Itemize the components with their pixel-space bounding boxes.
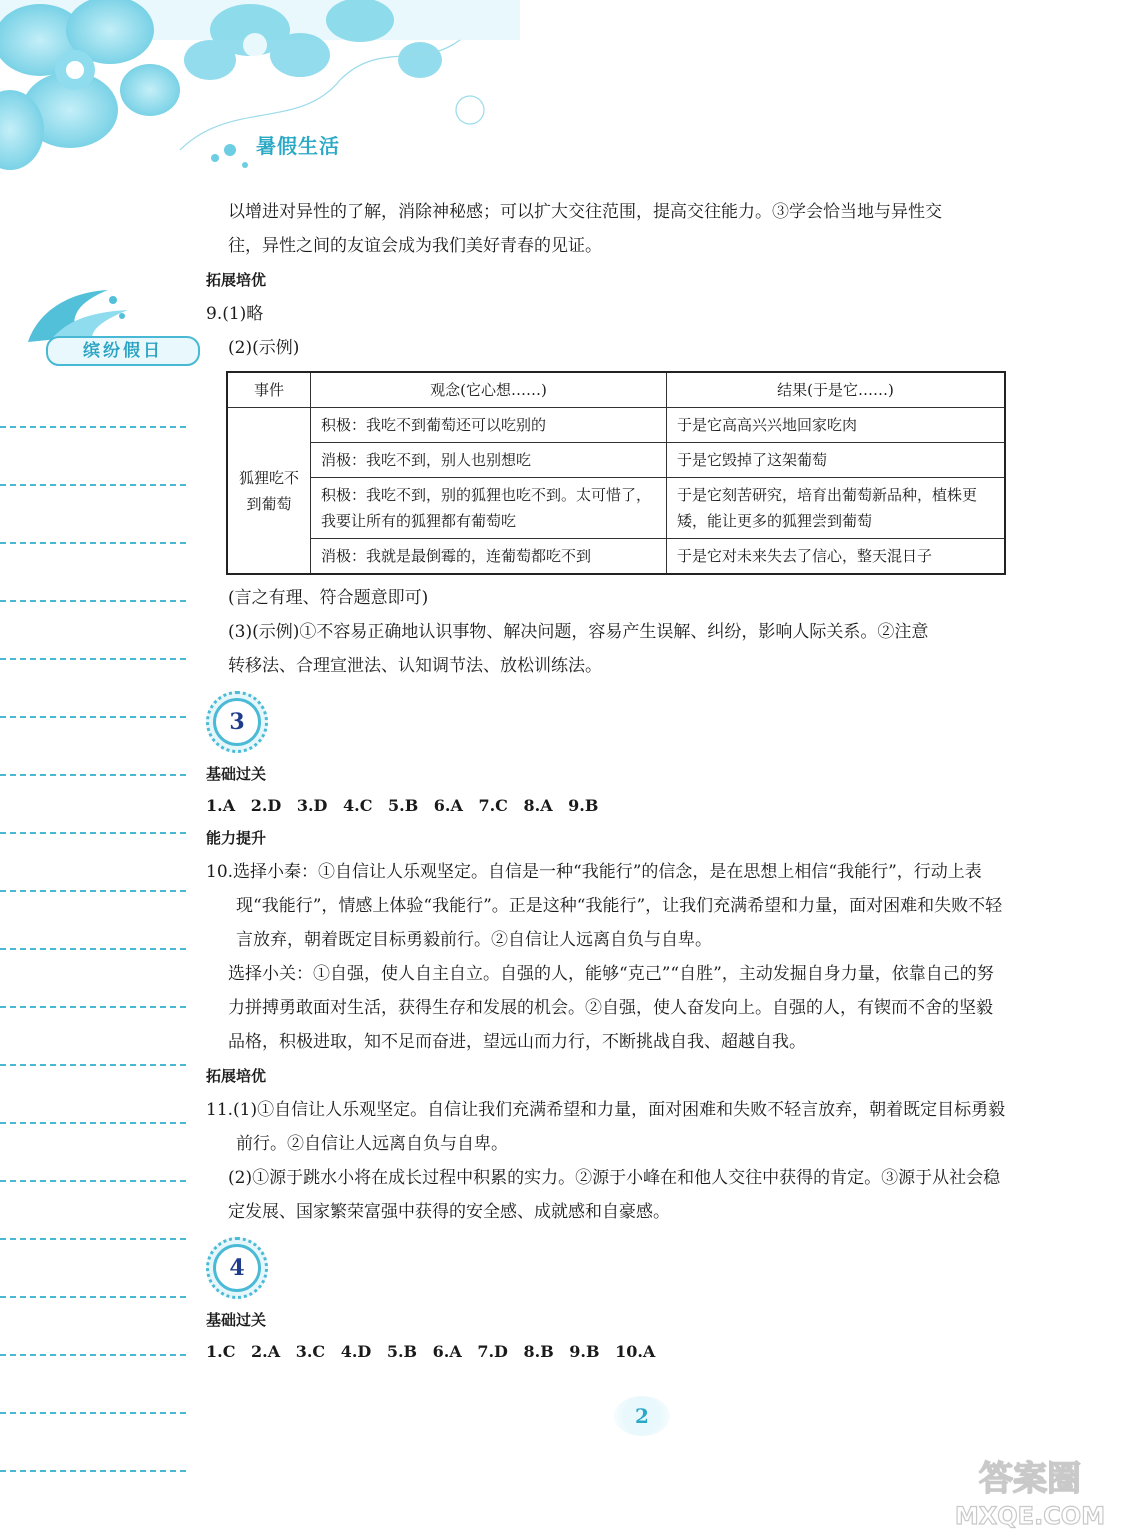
unit-3-badge — [206, 691, 268, 753]
intro-line-2: 往，异性之间的友谊会成为我们美好青春的见证。 — [228, 236, 602, 256]
watermark-bottom: MXQE.COM — [954, 1502, 1106, 1530]
table-cell: 于是它刻苦研究，培育出葡萄新品种，植株更矮，能让更多的狐狸尝到葡萄 — [666, 478, 1005, 539]
multiple-choice-answers: 1.C 2.A 3.C 4.D 5.B 6.A 7.D 8.B 9.B 10.A — [206, 1342, 656, 1361]
intro-line-1: 以增进对异性的了解，消除神秘感；可以扩大交往范围，提高交往能力。③学会恰当地与异性交 — [228, 202, 942, 222]
question-9-3-line-1: (3)(示例)①不容易正确地认识事物、解决问题，容易产生误解、纠纷，影响人际关系。②注意 — [228, 622, 929, 642]
table-cell: 于是它高高兴兴地回家吃肉 — [666, 408, 1005, 443]
side-badge — [18, 282, 186, 366]
answer-note: (言之有理、符合题意即可) — [228, 588, 429, 608]
section-heading: 基础过关 — [206, 765, 267, 783]
unit-number: 3 — [213, 698, 261, 746]
table-event-cell: 狐狸吃不到葡萄 — [227, 408, 311, 575]
page-number: 2 — [614, 1396, 670, 1436]
table-row — [227, 478, 1005, 539]
section-heading: 拓展培优 — [206, 271, 267, 289]
section-heading: 拓展培优 — [206, 1067, 267, 1085]
section-heading: 基础过关 — [206, 1311, 267, 1329]
question-9-1: 9.(1)略 — [206, 304, 264, 324]
answer-content — [206, 195, 1006, 1367]
side-badge-label: 缤纷假日 — [46, 336, 200, 366]
table-header: 结果(于是它……) — [666, 372, 1005, 408]
section-heading: 能力提升 — [206, 829, 267, 847]
multiple-choice-answers: 1.A 2.D 3.D 4.C 5.B 6.A 7.C 8.A 9.B — [206, 796, 599, 815]
table-row — [227, 443, 1005, 478]
floral-decoration — [0, 0, 520, 200]
question-11-2: (2)①源于跳水小将在成长过程中积累的实力。②源于小峰在和他人交往中获得的肯定。③源于从社会稳定发展、国家繁荣富强中获得的安全感、成就感和自豪感。 — [228, 1168, 1001, 1222]
table-cell: 积极：我吃不到葡萄还可以吃别的 — [311, 408, 667, 443]
table-cell: 消极：我就是最倒霉的，连葡萄都吃不到 — [311, 539, 667, 575]
margin-dashed-lines — [0, 370, 186, 1472]
question-11-1: 11.(1)①自信让人乐观坚定。自信让我们充满希望和力量，面对困难和失败不轻言放弃，朝着既定目标勇毅前行。②自信让人远离自负与自卑。 — [206, 1100, 1006, 1154]
question-10-xiaoqin: 10.选择小秦：①自信让人乐观坚定。自信是一种“我能行”的信念，是在思想上相信“我能行”，行动上表现“我能行”，情感上体验“我能行”。正是这种“我能行”，让我们充满希望和力量，面对困难和失败不轻言放弃，朝着既定目标勇毅前行。②自信让人远离自负与自卑。 — [206, 862, 1003, 950]
unit-4-badge — [206, 1237, 268, 1299]
table-row — [227, 408, 1005, 443]
table-cell: 于是它毁掉了这架葡萄 — [666, 443, 1005, 478]
unit-number: 4 — [213, 1244, 261, 1292]
question-9-3-line-2: 转移法、合理宣泄法、认知调节法、放松训练法。 — [228, 656, 602, 676]
header-title: 暑假生活 — [256, 134, 340, 158]
table-cell: 于是它对未来失去了信心，整天混日子 — [666, 539, 1005, 575]
table-cell: 积极：我吃不到，别的狐狸也吃不到。太可惜了，我要让所有的狐狸都有葡萄吃 — [311, 478, 667, 539]
table-header-row — [227, 372, 1005, 408]
question-10-xiaoguan: 选择小关：①自强，使人自主自立。自强的人，能够“克己”“自胜”，主动发掘自身力量，依靠自己的努力拼搏勇敢面对生活，获得生存和发展的机会。②自强，使人奋发向上。自强的人，有锲而不舍的坚毅品格，积极进取，知不足而奋进，望远山而力行，不断挑战自我、超越自我。 — [228, 964, 994, 1052]
watermark-top: 答案圈 — [979, 1459, 1081, 1499]
table-cell: 消极：我吃不到，别人也别想吃 — [311, 443, 667, 478]
site-watermark — [944, 1452, 1116, 1532]
question-9-2: (2)(示例) — [228, 338, 300, 358]
table-row — [227, 539, 1005, 575]
table-header: 事件 — [227, 372, 311, 408]
fox-grapes-table — [226, 371, 1006, 575]
table-header: 观念(它心想……) — [311, 372, 667, 408]
